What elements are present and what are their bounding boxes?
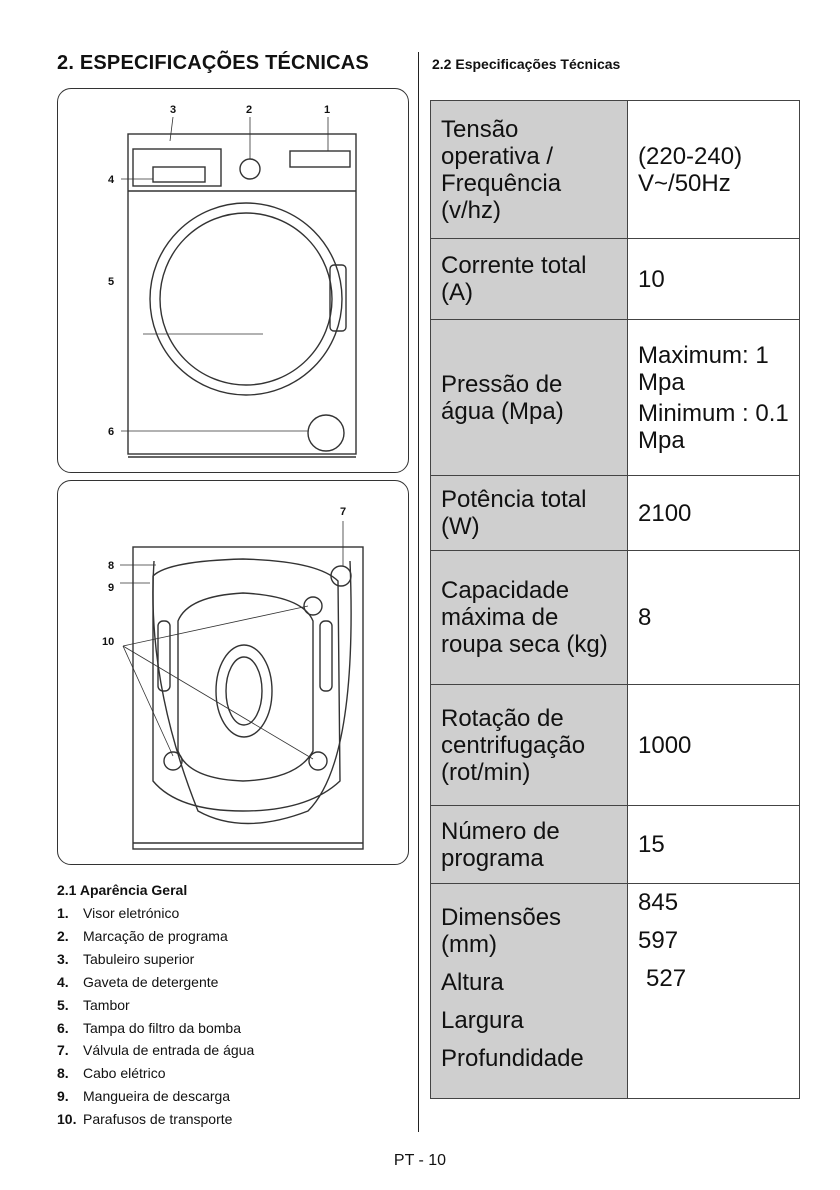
specs-table: [430, 100, 800, 1099]
general-appearance: [57, 882, 407, 1131]
specs-title: 2.2 Especificações Técnicas: [432, 56, 621, 72]
callout-4: 4: [108, 174, 115, 186]
list-item-number: 4.: [57, 973, 69, 990]
spec-label-spin: Rotação de centrifugação (rot/min): [431, 685, 628, 806]
list-item: [57, 925, 407, 948]
list-item-number: 10.: [57, 1111, 77, 1128]
table-row: [431, 806, 800, 884]
list-item-text: Tambor: [83, 996, 130, 1013]
list-item-number: 6.: [57, 1019, 69, 1036]
list-item-text: Parafusos de transporte: [83, 1111, 233, 1128]
width-value: 597: [638, 927, 679, 954]
transport-bolt-3: [309, 752, 327, 770]
appearance-heading: 2.1 Aparência Geral: [57, 882, 188, 898]
spec-label-current: Corrente total (A): [431, 239, 628, 320]
list-item-text: Visor eletrónico: [83, 905, 180, 921]
page-number: PT - 10: [393, 1152, 447, 1169]
list-item-text: Tampa do filtro da bomba: [83, 1019, 241, 1036]
list-item-text: Mangueira de descarga: [83, 1088, 231, 1105]
appearance-list: [57, 902, 407, 1131]
spec-value-pressure: [628, 320, 800, 476]
list-item: [57, 902, 407, 925]
rear-oval: [216, 645, 272, 737]
back-view-svg: [58, 481, 408, 864]
list-item-number: 3.: [57, 950, 69, 967]
door-outer: [150, 203, 342, 395]
spec-value-programs: 15: [628, 806, 800, 884]
spec-label-capacity: Capacidade máxima de roupa seca (kg): [431, 551, 628, 685]
column-divider: [418, 52, 419, 1132]
callout-10: 10: [102, 636, 115, 648]
list-item: [57, 1039, 407, 1062]
list-item: [57, 1108, 407, 1131]
list-item-number: 1.: [57, 905, 69, 921]
callout-1: 1: [324, 104, 331, 116]
spec-label-dimensions: [431, 884, 628, 1099]
callout-8: 8: [108, 560, 115, 572]
spec-value-power: 2100: [628, 476, 800, 551]
table-row: [431, 884, 800, 1099]
dimensions-label: Dimensões (mm): [441, 904, 562, 958]
height-label: Altura: [441, 969, 504, 996]
spec-value-voltage: (220-240) V~/50Hz: [628, 101, 800, 239]
list-item: [57, 1062, 407, 1085]
list-item-number: 5.: [57, 996, 69, 1013]
callout-5: 5: [108, 276, 115, 288]
transport-bolt-2: [164, 752, 182, 770]
table-row: [431, 476, 800, 551]
detergent-drawer: [153, 167, 205, 182]
list-item: [57, 971, 407, 994]
list-item-number: 2.: [57, 927, 69, 944]
spec-value-spin: 1000: [628, 685, 800, 806]
callout-9: 9: [108, 582, 115, 594]
front-view-svg: [58, 89, 408, 472]
spec-value-current: 10: [628, 239, 800, 320]
width-label: Largura: [441, 1007, 524, 1034]
spec-value-dimensions: [628, 884, 800, 1099]
callout-2: 2: [246, 104, 253, 116]
depth-value: 527: [646, 965, 687, 992]
pressure-min: Minimum : 0.1 Mpa: [638, 399, 789, 454]
table-row: [431, 239, 800, 320]
list-item-number: 9.: [57, 1088, 69, 1105]
section-title: 2. ESPECIFICAÇÕES TÉCNICAS: [57, 52, 369, 74]
spec-value-capacity: 8: [628, 551, 800, 685]
program-knob: [240, 159, 260, 179]
list-item-text: Gaveta de detergente: [83, 973, 219, 990]
spec-label-voltage: Tensão operativa / Frequência (v/hz): [431, 101, 628, 239]
list-item: [57, 1017, 407, 1040]
spec-label-power: Potência total (W): [431, 476, 628, 551]
depth-label: Profundidade: [441, 1045, 584, 1072]
back-view-diagram: [57, 480, 409, 865]
spec-label-programs: Número de programa: [431, 806, 628, 884]
spec-label-pressure: Pressão de água (Mpa): [431, 320, 628, 476]
callout-7: 7: [340, 506, 347, 518]
display-window: [290, 151, 350, 167]
list-item-text: Cabo elétrico: [83, 1065, 166, 1082]
list-item-text: Marcação de programa: [83, 927, 228, 944]
table-row: [431, 101, 800, 239]
back-panel: [133, 547, 363, 849]
list-item: [57, 1085, 407, 1108]
list-item-number: 8.: [57, 1065, 69, 1082]
filter-cover: [308, 415, 344, 451]
height-value: 845: [638, 889, 679, 916]
door-inner: [160, 213, 332, 385]
list-item-number: 7.: [57, 1042, 69, 1059]
callout-3: 3: [170, 104, 177, 116]
pressure-max: Maximum: 1 Mpa: [638, 341, 769, 396]
callout-6: 6: [108, 426, 115, 438]
table-row: [431, 685, 800, 806]
list-item-text: Tabuleiro superior: [83, 950, 195, 967]
inlet-valve: [331, 566, 351, 586]
front-view-diagram: [57, 88, 409, 473]
table-row: [431, 320, 800, 476]
list-item: [57, 948, 407, 971]
list-item: [57, 994, 407, 1017]
table-row: [431, 551, 800, 685]
list-item-text: Válvula de entrada de água: [83, 1042, 255, 1059]
